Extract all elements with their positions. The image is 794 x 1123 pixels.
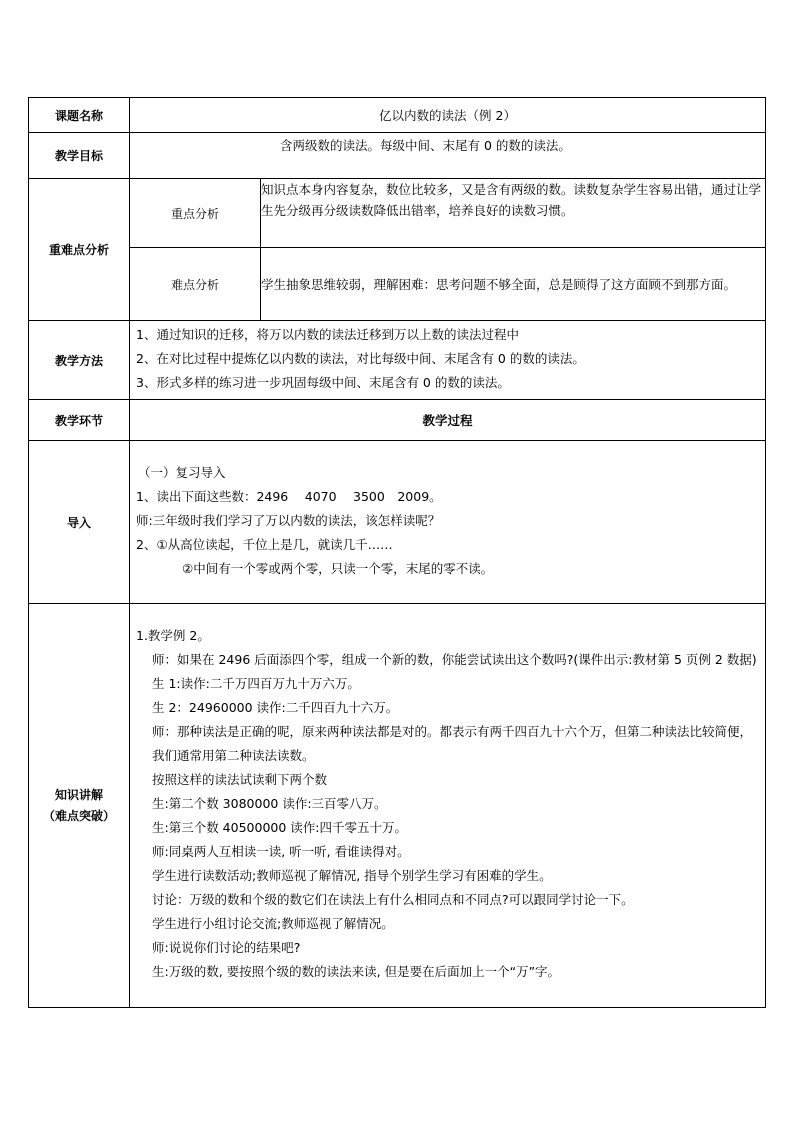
intro-line: 1、读出下面这些数：2496 4070 3500 2009。 <box>136 489 442 504</box>
knowledge-line: 师:同桌两人互相读一读, 听一听, 看谁读得对。 <box>152 844 410 859</box>
knowledge-line: 学生进行读数活动;教师巡视了解情况, 指导个别学生学习有困难的学生。 <box>152 868 552 883</box>
knowledge-line: 生 1:读作:二千万四百万九十万六万。 <box>152 676 360 691</box>
row-key-analysis <box>29 179 766 248</box>
row-knowledge <box>29 604 766 1008</box>
lesson-title: 亿以内数的读法（例 2） <box>130 98 766 133</box>
knowledge-line: 师:说说你们讨论的结果吧? <box>152 940 301 955</box>
hard-analysis-text: 学生抽象思维较弱，理解困难：思考问题不够全面，总是顾得了这方面顾不到那方面。 <box>261 248 766 321</box>
knowledge-line: 讨论：万级的数和个级的数它们在读法上有什么相同点和不同点?可以跟同学讨论一下。 <box>152 892 634 907</box>
goal-label: 教学目标 <box>29 133 130 179</box>
knowledge-label-main: 知识讲解 <box>54 787 103 802</box>
method-item: 1、通过知识的迁移，将万以内数的读法迁移到万以上数的读法过程中 <box>136 327 519 342</box>
intro-line: ②中间有一个零或两个零，只读一个零，末尾的零不读。 <box>182 561 494 576</box>
intro-label: 导入 <box>29 441 130 604</box>
row-title <box>29 98 766 133</box>
row-hard-analysis <box>29 248 766 321</box>
method-item: 3、形式多样的练习进一步巩固每级中间、末尾含有 0 的数的读法。 <box>136 375 510 390</box>
knowledge-content <box>130 604 766 1008</box>
title-label: 课题名称 <box>29 98 130 133</box>
knowledge-line: 师：如果在 2496 后面添四个零，组成一个新的数，你能尝试读出这个数吗?(课件出示:教材第 5 页例 2 数据) <box>152 652 757 667</box>
row-intro <box>29 441 766 604</box>
goal-text: 含两级数的读法。每级中间、末尾有 0 的数的读法。 <box>130 133 766 179</box>
knowledge-line: 师：那种读法是正确的呢，原来两种读法都是对的。都表示有两千四百九十六个万，但第二种读法比较简便，我们通常用第二种读法读数。 <box>152 724 753 763</box>
stage-label: 教学环节 <box>29 400 130 441</box>
key-analysis-text: 知识点本身内容复杂，数位比较多，又是含有两级的数。读数复杂学生容易出错，通过让学生先分级再分级读数降低出错率，培养良好的读数习惯。 <box>261 179 766 248</box>
knowledge-line: 生:万级的数, 要按照个级的数的读法来读, 但是要在后面加上一个“万”字。 <box>152 964 561 979</box>
row-stage-header <box>29 400 766 441</box>
intro-line: （一）复习导入 <box>138 465 226 480</box>
process-label: 教学过程 <box>130 400 766 441</box>
row-goal <box>29 133 766 179</box>
knowledge-label <box>29 604 130 1008</box>
hard-analysis-label: 难点分析 <box>130 248 261 321</box>
knowledge-line: 按照这样的读法试读剩下两个数 <box>152 772 328 787</box>
knowledge-line: 生:第三个数 40500000 读作:四千零五十万。 <box>152 820 407 835</box>
method-list <box>130 321 766 400</box>
knowledge-line: 学生进行小组讨论交流;教师巡视了解情况。 <box>152 916 394 931</box>
knowledge-line: 生 2：24960000 读作:二千四百九十六万。 <box>152 700 399 715</box>
knowledge-line: 生:第二个数 3080000 读作:三百零八万。 <box>152 796 387 811</box>
difficulty-label: 重难点分析 <box>29 179 130 321</box>
knowledge-label-sub: （难点突破） <box>42 808 115 823</box>
intro-line: 师:三年级时我们学习了万以内数的读法，该怎样读呢？ <box>136 513 441 528</box>
intro-line: 2、①从高位读起，千位上是几，就读几千…… <box>136 537 393 552</box>
method-label: 教学方法 <box>29 321 130 400</box>
key-analysis-label: 重点分析 <box>130 179 261 248</box>
intro-content <box>130 441 766 604</box>
method-item: 2、在对比过程中提炼亿以内数的读法，对比每级中间、末尾含有 0 的数的读法。 <box>136 351 585 366</box>
row-method <box>29 321 766 400</box>
knowledge-line: 1.教学例 2。 <box>136 628 210 643</box>
lesson-plan-table <box>28 97 766 1008</box>
